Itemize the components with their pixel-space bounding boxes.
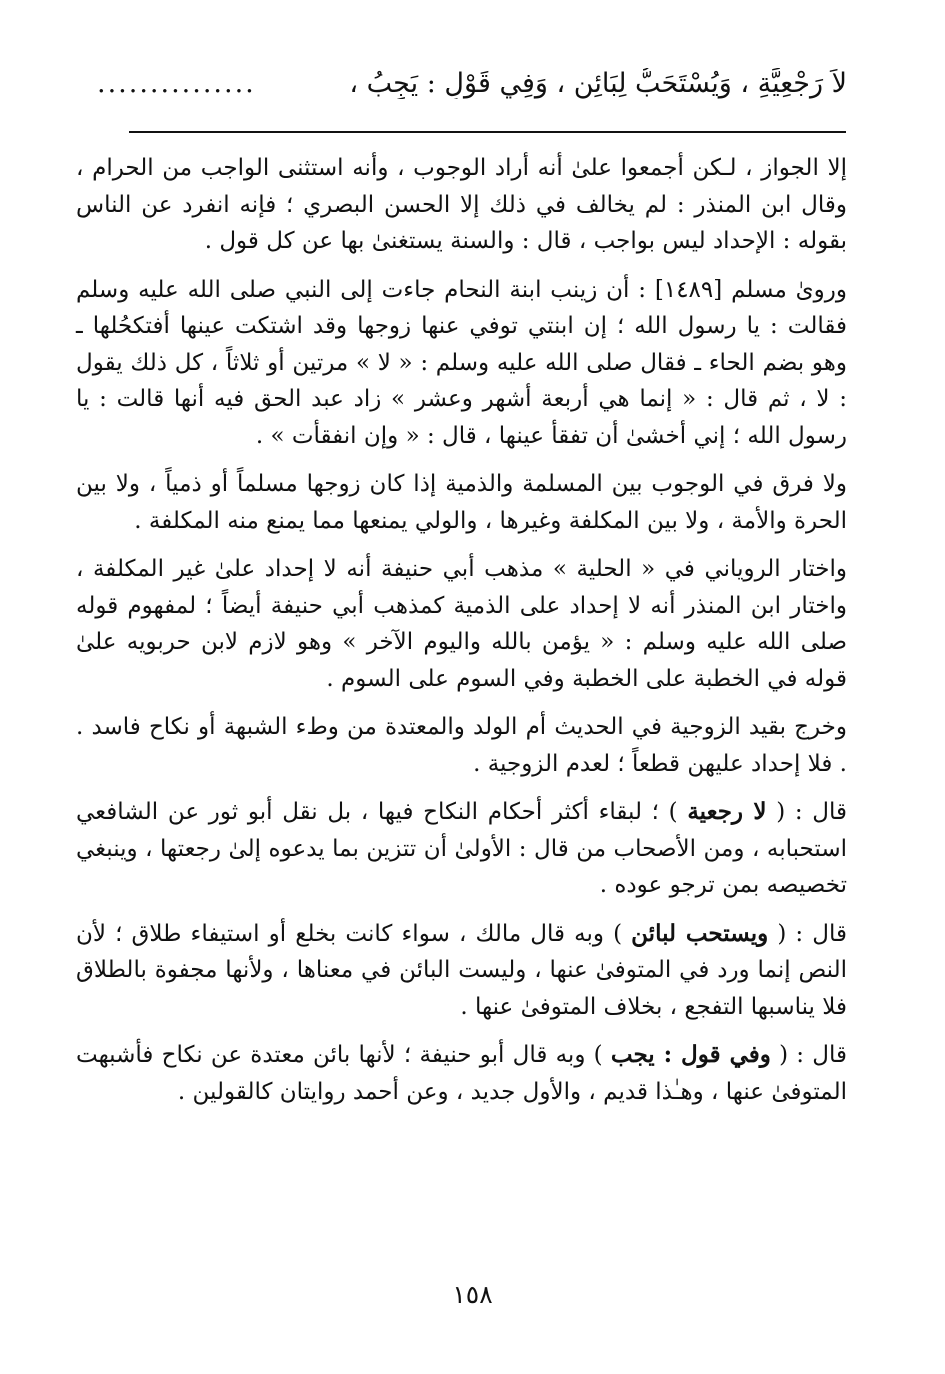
paragraph-lead: قال : ( — [766, 799, 847, 825]
paragraph-text: ) وبه قال مالك ، سواء كانت بخلع أو استيفاء طلاق ؛ لأن النص إنما ورد في المتوفىٰ عنها ، وليست البائن في معناها ، ولأنها مجفوة بالطلاق فلا يناسبها التفجع ، بخلاف المتوفىٰ عنها . — [76, 920, 847, 1020]
paragraph-text: ولا فرق في الوجوب بين المسلمة والذمية إذا كان زوجها مسلماً أو ذمياً ، ولا بين الحرة والأمة ، ولا بين المكلفة وغيرها ، والولي يمنعها مما يمنع منه المكلفة . — [76, 471, 847, 534]
paragraph-text: وروىٰ مسلم [١٤٨٩] : أن زينب ابنة النحام جاءت إلى النبي صلى الله عليه وسلم فقالت : يا رسول الله ؛ إن ابنتي توفي عنها زوجها وقد اشتكت عينها أفتكحُلها ـ وهو بضم الحاء ـ فقال صلى الله عليه وسلم : « لا » مرتين أو ثلاثاً ، كل ذلك يقول : لا ، ثم قال : « إنما هي أربعة أشهر وعشر » زاد عبد الحق فيه أنها قالت : يا رسول الله ؛ إني أخشىٰ أن تفقأ عينها ، قال : « وإن انفقأت » . — [76, 276, 847, 449]
running-header-dots: ............... — [97, 68, 256, 99]
paragraph — [76, 794, 847, 904]
paragraph — [76, 709, 847, 782]
page-number: ١٥٨ — [452, 1280, 493, 1309]
paragraph — [76, 551, 847, 697]
paragraph-text: ) وبه قال أبو حنيفة ؛ لأنها بائن معتدة عن نكاح فأشبهت المتوفىٰ عنها ، وهـٰذا قديم ، والأول جديد ، وعن أحمد روايتان كالقولين . — [76, 1042, 847, 1105]
paragraph-text: إلا الجواز ، لـكن أجمعوا علىٰ أنه أراد الوجوب ، وأنه استثنى الواجب من الحرام ، وقال ابن المنذر : لم يخالف في ذلك إلا الحسن البصري ؛ فإنه انفرد عن الناس بقوله : الإحداد ليس بواجب ، قال : والسنة يستغنىٰ بها عن كل قول . — [76, 155, 847, 254]
paragraph — [76, 1037, 847, 1110]
paragraph-text: وخرج بقيد الزوجية في الحديث أم الولد والمعتدة من وطء الشبهة أو نكاح فاسد . . فلا إحداد عليهن قطعاً ؛ لعدم الزوجية . — [76, 714, 847, 777]
header-rule — [129, 131, 846, 133]
paragraph — [76, 150, 847, 260]
paragraph-text: واختار الروياني في « الحلية » مذهب أبي حنيفة أنه لا إحداد علىٰ غير المكلفة ، واختار ابن المنذر أنه لا إحداد على الذمية كمذهب أبي حنيفة أيضاً ؛ لمفهوم قوله صلى الله عليه وسلم : « يؤمن بالله واليوم الآخر » وهو لازم لابن حربويه علىٰ قوله في الخطبة على الخطبة وفي السوم على السوم . — [76, 556, 847, 692]
body-text — [76, 150, 847, 1122]
quoted-matn-term: لا رجعية — [687, 798, 767, 825]
quoted-matn-term: وفي قول : يجب — [610, 1041, 771, 1068]
running-header — [97, 68, 847, 99]
quoted-matn-term: ويستحب لبائن — [631, 919, 769, 947]
paragraph-lead: قال : ( — [770, 1042, 847, 1068]
running-header-title: لاَ رَجْعِيَّةِ ، وَيُسْتَحَبُّ لِبَائِنٍ ، وَفِي قَوْلٍ : يَجِبُ ، — [349, 68, 847, 99]
paragraph — [76, 272, 847, 455]
paragraph — [76, 466, 847, 539]
paragraph — [76, 916, 847, 1026]
paragraph-lead: قال : ( — [768, 920, 847, 947]
paragraph-text: ) ؛ لبقاء أكثر أحكام النكاح فيها ، بل نقل أبو ثور عن الشافعي استحبابه ، ومن الأصحاب من قال : الأولىٰ أن تتزين بما يدعوه إلىٰ رجعتها ، وينبغي تخصيصه بمن ترجو عوده . — [76, 799, 847, 898]
